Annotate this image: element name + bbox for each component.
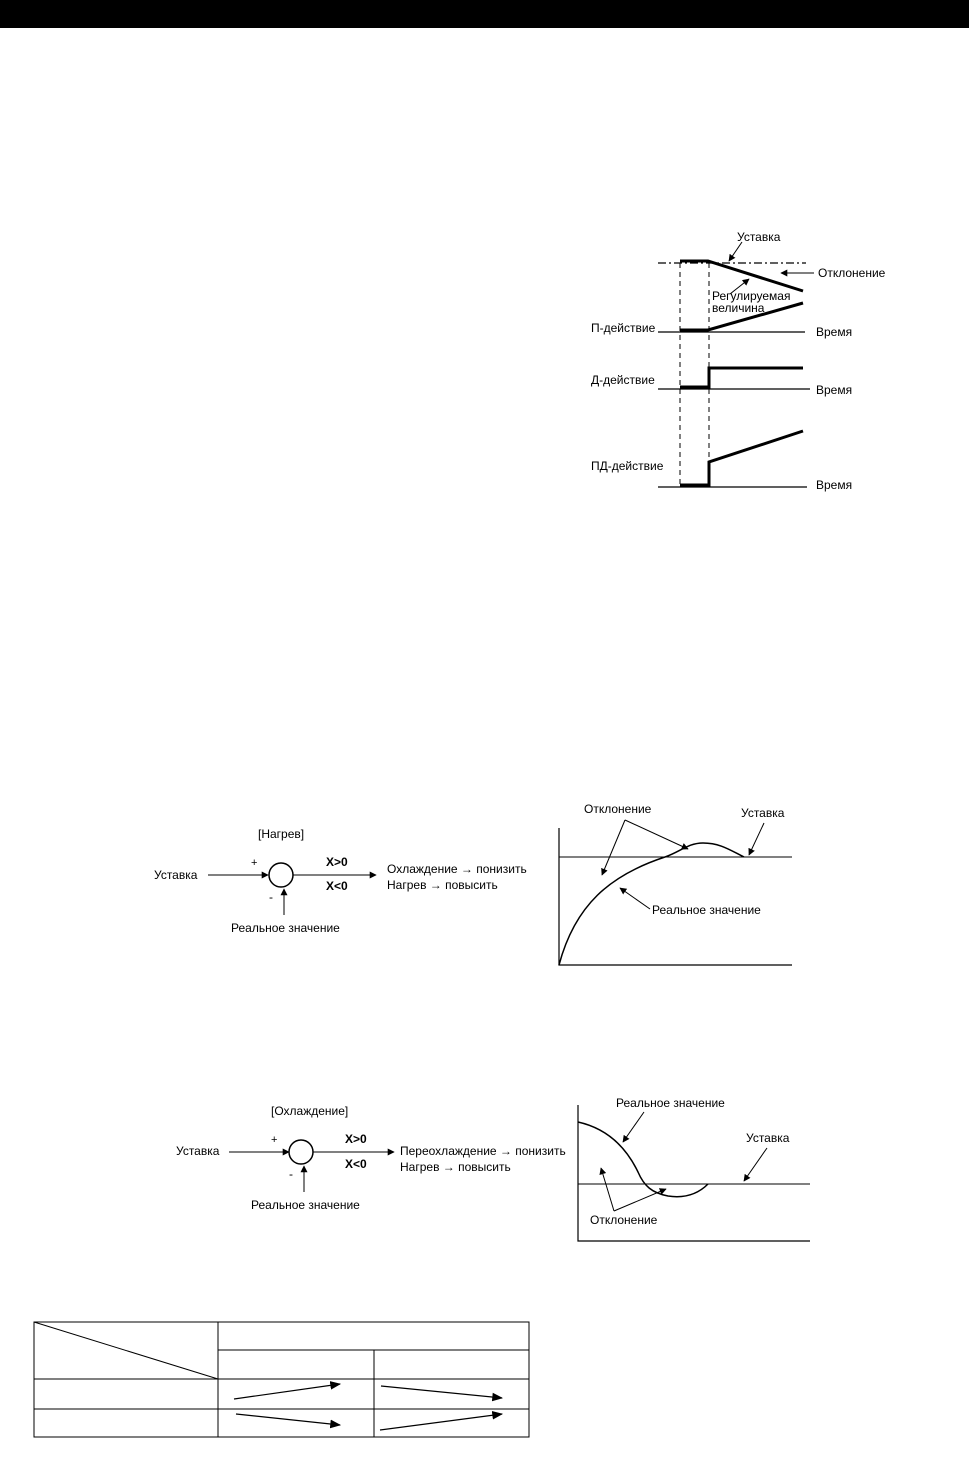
cooling-chart-deviation-pointer-2 xyxy=(614,1189,666,1211)
cooling-chart-setpoint-label: Уставка xyxy=(746,1131,790,1145)
heating-chart-setpoint-pointer xyxy=(749,823,764,855)
table-arrow-r2c2 xyxy=(380,1414,502,1430)
d-action-label: Д-действие xyxy=(591,373,655,387)
deviation-label: Отклонение xyxy=(818,266,886,280)
p-action-label: П-действие xyxy=(591,321,656,335)
controlled-value-label-1: Регулируемая xyxy=(712,289,791,303)
cooling-chart-real-value-label: Реальное значение xyxy=(616,1096,725,1110)
time-label-1: Время xyxy=(816,325,853,339)
heating-action-1: Охлаждение → понизить xyxy=(387,862,527,876)
heating-setpoint-label: Уставка xyxy=(154,868,198,882)
cooling-title: [Охлаждение] xyxy=(271,1104,349,1118)
heating-chart-deviation-label: Отклонение xyxy=(584,802,652,816)
time-label-3: Время xyxy=(816,478,853,492)
heating-real-value-label: Реальное значение xyxy=(231,921,340,935)
heating-chart-deviation-pointer-2 xyxy=(625,820,688,849)
controlled-value-line xyxy=(680,261,803,291)
cooling-real-value-label: Реальное значение xyxy=(251,1198,360,1212)
d-action-curve xyxy=(680,368,803,387)
cooling-x-negative: X<0 xyxy=(345,1157,367,1171)
heating-action-2: Нагрев → повысить xyxy=(387,878,498,892)
heating-minus-sign: - xyxy=(269,890,273,904)
cooling-chart-deviation-label: Отклонение xyxy=(590,1213,658,1227)
direction-table xyxy=(34,1322,529,1437)
heating-chart-real-value-label: Реальное значение xyxy=(652,903,761,917)
pd-action-curve xyxy=(680,431,803,485)
table-arrow-r1c1 xyxy=(234,1384,340,1399)
setpoint-pointer xyxy=(729,242,742,261)
cooling-chart-real-value-curve xyxy=(578,1122,708,1197)
heating-title: [Нагрев] xyxy=(258,827,305,841)
heating-chart-real-value-pointer xyxy=(620,888,650,909)
heating-chart-setpoint-label: Уставка xyxy=(741,806,785,820)
cooling-plus-sign: + xyxy=(271,1134,278,1146)
heating-summing-junction xyxy=(269,863,293,887)
cooling-x-positive: X>0 xyxy=(345,1132,367,1146)
time-label-2: Время xyxy=(816,383,853,397)
controlled-value-label-2: величина xyxy=(712,301,765,315)
cooling-action-1: Переохлаждение → понизить xyxy=(400,1144,566,1158)
heating-chart-deviation-pointer-1 xyxy=(602,820,625,875)
table-arrow-r2c1 xyxy=(236,1414,340,1425)
cooling-action-2: Нагрев → повысить xyxy=(400,1160,511,1174)
cooling-summing-junction xyxy=(289,1140,313,1164)
table-arrow-r1c2 xyxy=(381,1386,502,1398)
heating-plus-sign: + xyxy=(251,857,258,869)
cooling-chart-real-value-pointer xyxy=(623,1112,644,1142)
heating-chart-axes xyxy=(559,828,792,965)
table-header-diagonal xyxy=(34,1322,218,1379)
cooling-chart-setpoint-pointer xyxy=(744,1148,767,1181)
pd-action-label: ПД-действие xyxy=(591,459,664,473)
heating-x-negative: X<0 xyxy=(326,879,348,893)
heating-x-positive: X>0 xyxy=(326,855,348,869)
setpoint-label: Уставка xyxy=(737,230,781,244)
cooling-setpoint-label: Уставка xyxy=(176,1144,220,1158)
cooling-chart-deviation-pointer-1 xyxy=(601,1168,614,1211)
cooling-minus-sign: - xyxy=(289,1167,293,1181)
